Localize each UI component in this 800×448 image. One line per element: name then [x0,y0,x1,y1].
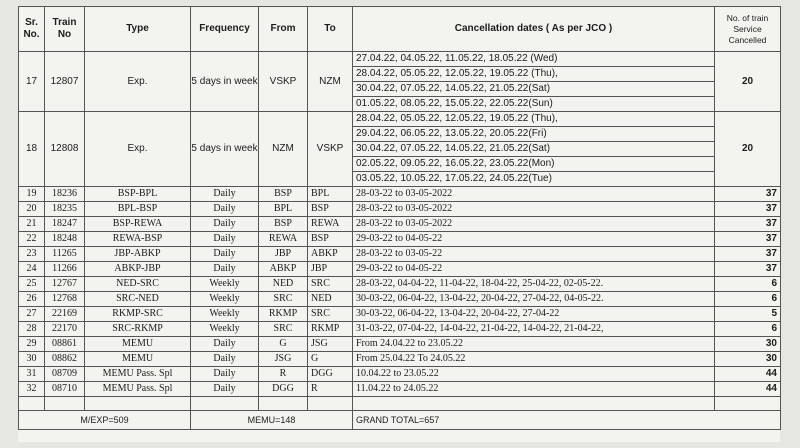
header-from: From [259,7,308,52]
sr-cell: 25 [19,277,45,292]
frequency-cell: Weekly [191,277,259,292]
count-cell: 5 [715,307,781,322]
dates-cell: 28-03-22 to 03-05-22 [353,247,715,262]
header-type: Type [85,7,191,52]
train-cell: 11265 [45,247,85,262]
from-cell: NED [259,277,308,292]
sr-cell: 19 [19,187,45,202]
to-cell: VSKP [308,112,353,187]
frequency-cell: Daily [191,247,259,262]
type-cell: MEMU Pass. Spl [85,382,191,397]
table-row [19,247,781,262]
sr-cell: 28 [19,322,45,337]
dates-cell: 28-03-22 to 03-05-2022 [353,217,715,232]
type-cell: JBP-ABKP [85,247,191,262]
memu-total: MEMU=148 [191,411,353,430]
type-cell: BPL-BSP [85,202,191,217]
from-cell: BSP [259,187,308,202]
train-cell: 18248 [45,232,85,247]
to-cell: JBP [308,262,353,277]
dates-cell: 10.04.22 to 23.05.22 [353,367,715,382]
to-cell: SRC [308,277,353,292]
dates-cell: From 24.04.22 to 23.05.22 [353,337,715,352]
table-row [19,187,781,202]
blank-row [19,397,781,411]
count-cell: 37 [715,217,781,232]
table-row [19,322,781,337]
type-cell: Exp. [85,52,191,112]
sr-cell: 24 [19,262,45,277]
dates-cell: 28.04.22, 05.05.22, 12.05.22, 19.05.22 (Thu), [353,112,715,127]
train-cell: 12807 [45,52,85,112]
simple-rows [19,187,781,397]
type-cell: NED-SRC [85,277,191,292]
from-cell: JSG [259,352,308,367]
dates-cell: 27.04.22, 04.05.22, 11.05.22, 18.05.22 (Wed) [353,52,715,67]
frequency-cell: 5 days in week [191,52,259,112]
to-cell: R [308,382,353,397]
from-cell: JBP [259,247,308,262]
count-cell: 37 [715,187,781,202]
count-cell: 6 [715,277,781,292]
mexp-total: M/EXP=509 [19,411,191,430]
frequency-cell: Daily [191,232,259,247]
dates-cell: 11.04.22 to 24.05.22 [353,382,715,397]
dates-cell: 28-03-22 to 03-05-2022 [353,202,715,217]
dates-cell: 30-03-22, 06-04-22, 13-04-22, 20-04-22, 27-04-22 [353,307,715,322]
count-cell: 37 [715,247,781,262]
frequency-cell: Daily [191,337,259,352]
frequency-cell: Daily [191,217,259,232]
train-cell: 11266 [45,262,85,277]
from-cell: VSKP [259,52,308,112]
dates-cell: 28-03-22 to 03-05-2022 [353,187,715,202]
from-cell: REWA [259,232,308,247]
table-row [19,232,781,247]
dates-cell: 31-03-22, 07-04-22, 14-04-22, 21-04-22, 14-04-22, 21-04-22, [353,322,715,337]
train-cell: 08710 [45,382,85,397]
frequency-cell: Daily [191,367,259,382]
type-cell: RKMP-SRC [85,307,191,322]
train-cell: 08709 [45,367,85,382]
count-cell: 30 [715,352,781,367]
sr-cell: 29 [19,337,45,352]
table-row [19,307,781,322]
from-cell: G [259,337,308,352]
header-sr: Sr. No. [19,7,45,52]
frequency-cell: Daily [191,262,259,277]
to-cell: G [308,352,353,367]
sr-cell: 32 [19,382,45,397]
type-cell: REWA-BSP [85,232,191,247]
totals-row [19,411,781,430]
type-cell: SRC-NED [85,292,191,307]
sr-cell: 31 [19,367,45,382]
train-cell: 12767 [45,277,85,292]
count-cell: 20 [715,52,781,112]
train-cell: 12768 [45,292,85,307]
dates-cell: 29-03-22 to 04-05-22 [353,262,715,277]
frequency-cell: Daily [191,352,259,367]
count-cell: 6 [715,292,781,307]
type-cell: BSP-BPL [85,187,191,202]
sr-cell: 30 [19,352,45,367]
frequency-cell: Daily [191,202,259,217]
table-row [19,112,781,127]
count-cell: 44 [715,367,781,382]
dates-cell: 30-03-22, 06-04-22, 13-04-22, 20-04-22, 27-04-22, 04-05-22. [353,292,715,307]
sr-cell: 21 [19,217,45,232]
to-cell: BSP [308,232,353,247]
count-cell: 37 [715,202,781,217]
dates-cell: 29-03-22 to 04-05-22 [353,232,715,247]
type-cell: SRC-RKMP [85,322,191,337]
dates-cell: From 25.04.22 To 24.05.22 [353,352,715,367]
from-cell: ABKP [259,262,308,277]
cancellation-table [18,6,781,430]
table-row [19,337,781,352]
from-cell: SRC [259,292,308,307]
sr-cell: 18 [19,112,45,187]
header-frequency: Frequency [191,7,259,52]
frequency-cell: Daily [191,382,259,397]
dates-cell: 28.04.22, 05.05.22, 12.05.22, 19.05.22 (Thu), [353,67,715,82]
to-cell: JSG [308,337,353,352]
dates-cell: 02.05.22, 09.05.22, 16.05.22, 23.05.22(Mon) [353,157,715,172]
header-row [19,7,781,52]
type-cell: MEMU [85,337,191,352]
from-cell: BSP [259,217,308,232]
dates-cell: 28-03-22, 04-04-22, 11-04-22, 18-04-22, 25-04-22, 02-05-22. [353,277,715,292]
train-cell: 12808 [45,112,85,187]
train-cell: 22169 [45,307,85,322]
dates-cell: 01.05.22, 08.05.22, 15.05.22, 22.05.22(Sun) [353,97,715,112]
from-cell: RKMP [259,307,308,322]
header-to: To [308,7,353,52]
table-row [19,292,781,307]
dates-cell: 30.04.22, 07.05.22, 14.05.22, 21.05.22(Sat) [353,82,715,97]
sr-cell: 23 [19,247,45,262]
header-train: Train No [45,7,85,52]
train-cell: 18235 [45,202,85,217]
train-cell: 18247 [45,217,85,232]
from-cell: SRC [259,322,308,337]
table-row [19,217,781,232]
from-cell: DGG [259,382,308,397]
table-row [19,202,781,217]
table-row [19,352,781,367]
header-count: No. of train Service Cancelled [715,7,781,52]
frequency-cell: Weekly [191,307,259,322]
to-cell: NED [308,292,353,307]
dates-cell: 29.04.22, 06.05.22, 13.05.22, 20.05.22(Fri) [353,127,715,142]
from-cell: NZM [259,112,308,187]
train-cell: 22170 [45,322,85,337]
to-cell: RKMP [308,322,353,337]
header-dates: Cancellation dates ( As per JCO ) [353,7,715,52]
to-cell: NZM [308,52,353,112]
frequency-cell: Daily [191,187,259,202]
frequency-cell: Weekly [191,322,259,337]
to-cell: BPL [308,187,353,202]
train-cell: 08861 [45,337,85,352]
to-cell: DGG [308,367,353,382]
table-row [19,277,781,292]
to-cell: SRC [308,307,353,322]
count-cell: 20 [715,112,781,187]
table-row [19,262,781,277]
to-cell: ABKP [308,247,353,262]
table-row [19,382,781,397]
type-cell: BSP-REWA [85,217,191,232]
grand-total: GRAND TOTAL=657 [353,411,781,430]
cancellation-sheet [18,6,780,442]
type-cell: MEMU Pass. Spl [85,367,191,382]
sr-cell: 27 [19,307,45,322]
from-cell: R [259,367,308,382]
sr-cell: 17 [19,52,45,112]
table-row [19,52,781,67]
train-cell: 08862 [45,352,85,367]
from-cell: BPL [259,202,308,217]
to-cell: BSP [308,202,353,217]
type-cell: Exp. [85,112,191,187]
type-cell: MEMU [85,352,191,367]
type-cell: ABKP-JBP [85,262,191,277]
frequency-cell: Weekly [191,292,259,307]
train-cell: 18236 [45,187,85,202]
to-cell: REWA [308,217,353,232]
dates-cell: 03.05.22, 10.05.22, 17.05.22, 24.05.22(Tue) [353,172,715,187]
sr-cell: 26 [19,292,45,307]
sr-cell: 22 [19,232,45,247]
count-cell: 44 [715,382,781,397]
count-cell: 37 [715,232,781,247]
dates-cell: 30.04.22, 07.05.22, 14.05.22, 21.05.22(Sat) [353,142,715,157]
count-cell: 6 [715,322,781,337]
frequency-cell: 5 days in week [191,112,259,187]
count-cell: 37 [715,262,781,277]
count-cell: 30 [715,337,781,352]
sr-cell: 20 [19,202,45,217]
table-row [19,367,781,382]
